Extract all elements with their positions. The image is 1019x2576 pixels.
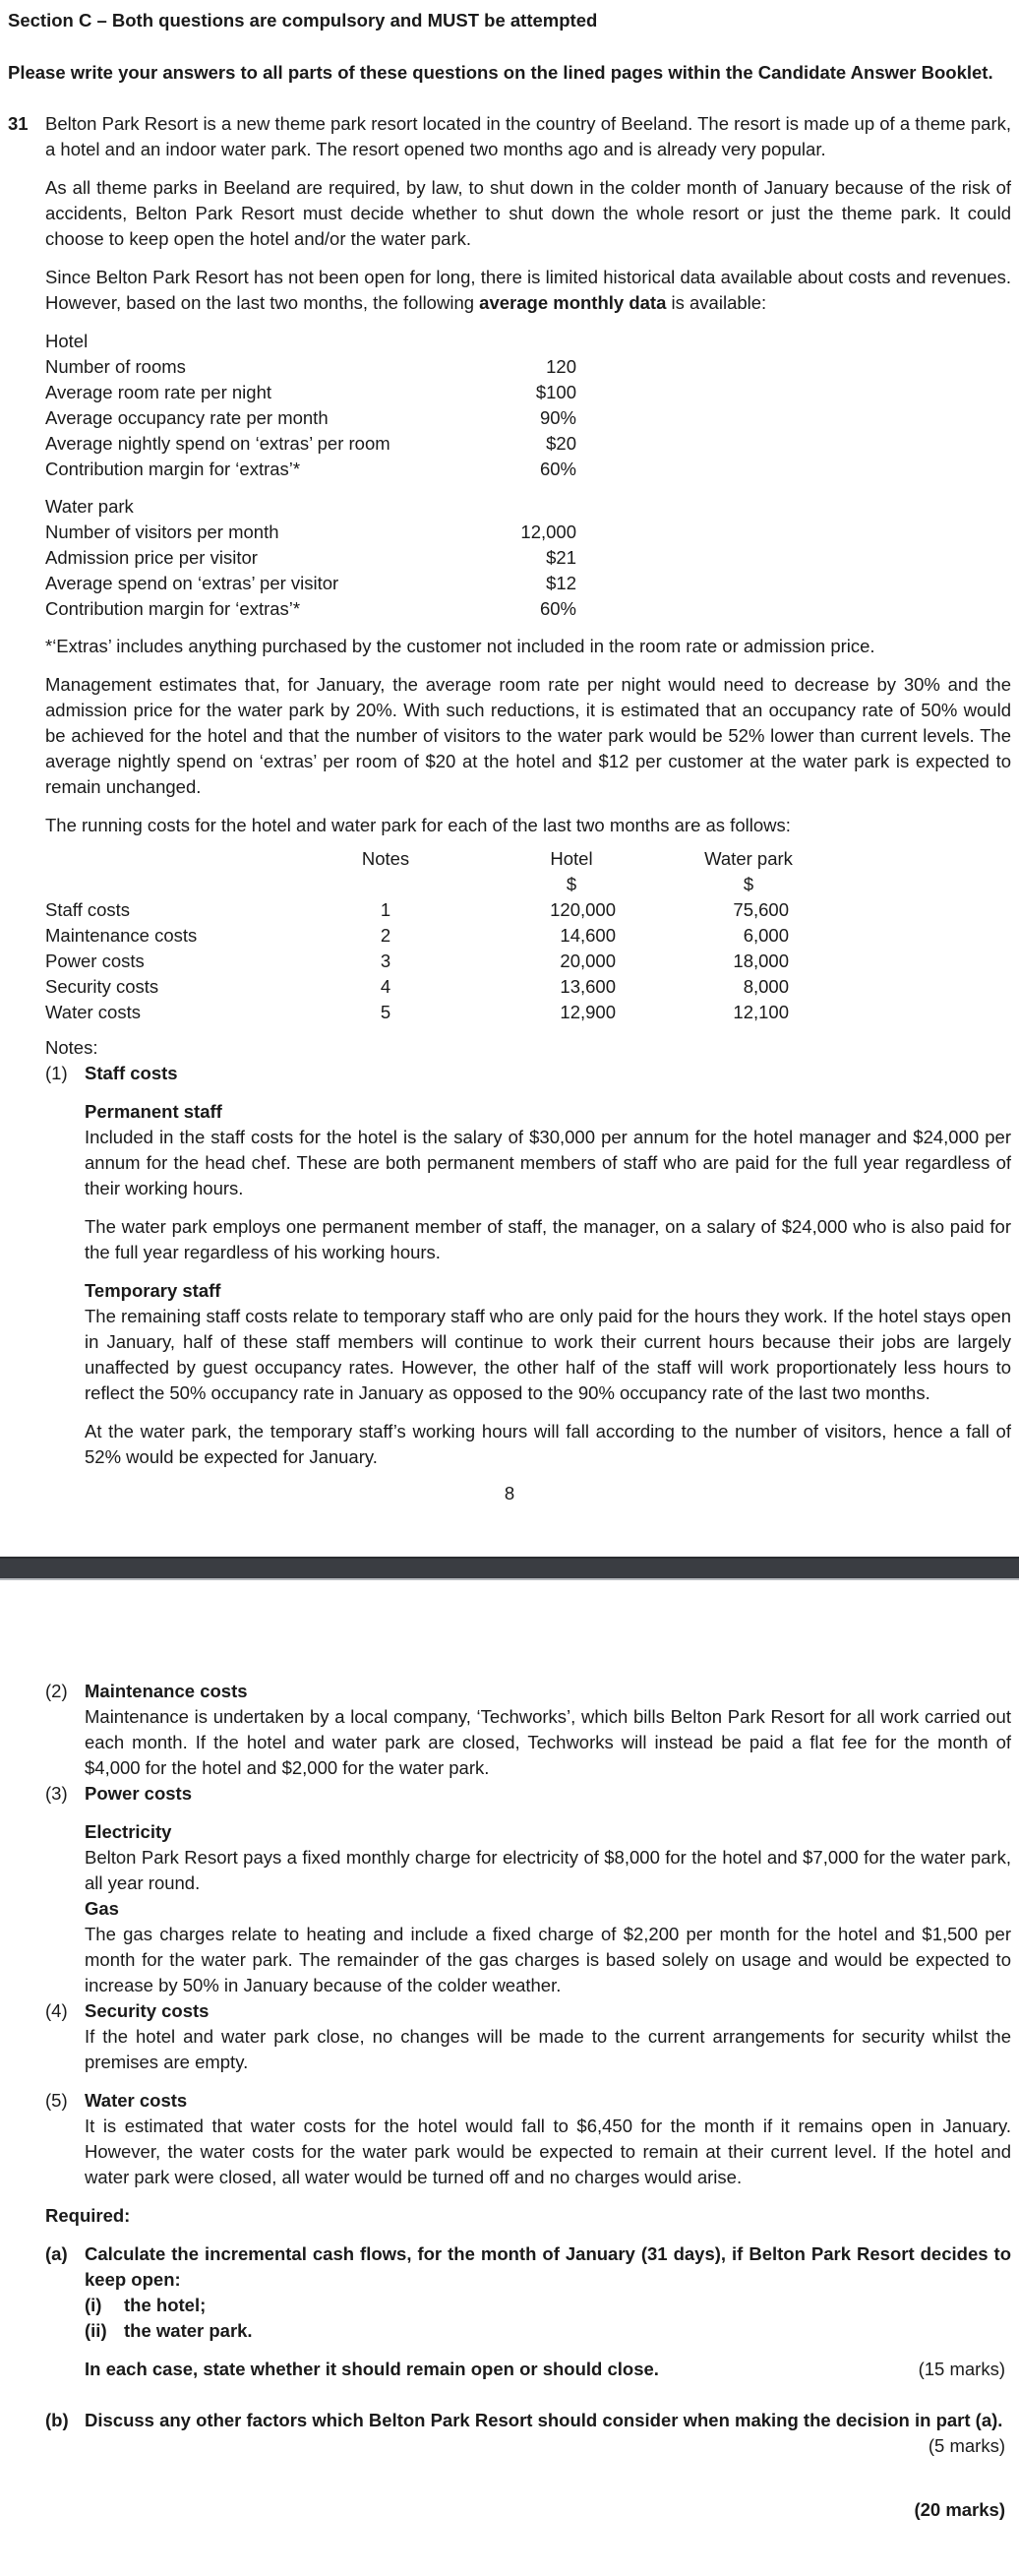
hotel-data-value: 90% — [539, 407, 576, 428]
note-3-number: (3) — [45, 1783, 68, 1804]
cost-label: Power costs — [45, 951, 145, 971]
intro-paragraph: Belton Park Resort is a new theme park resort located in the country of Beeland. The resort is made up of a theme park, a hotel and an indoor water park. The resort opened two months ago and is already very popular. — [45, 113, 1011, 159]
hotel-column-header: Hotel — [550, 848, 593, 869]
part-a-i-label: (i) — [85, 2295, 102, 2315]
waterpark-heading: Water park — [45, 496, 134, 517]
part-a-state-instruction: In each case, state whether it should remain open or should close. — [85, 2359, 659, 2379]
hotel-data-label: Contribution margin for ‘extras’* — [45, 459, 301, 479]
cost-row — [45, 949, 793, 974]
hotel-data-value: 60% — [539, 459, 576, 479]
cost-note-ref: 5 — [380, 1002, 391, 1022]
note-4-title: Security costs — [85, 2000, 210, 2021]
cost-row — [45, 923, 793, 949]
temporary-staff-text-1: The remaining staff costs relate to temporary staff who are only paid for the hours they work. If the hotel stays open in January, half of these staff members will continue to work their current hours because their jobs are largely unaffected by guest occupancy rates. However, the other half of the staff will work proportionately less hours to reflect the 50% occupancy rate in January as opposed to the 90% occupancy rate of the last two months. — [85, 1306, 1011, 1403]
waterpark-data-value: $12 — [546, 573, 576, 593]
cost-waterpark-value: 8,000 — [743, 976, 789, 997]
cost-table-units — [45, 872, 793, 897]
note-5-number: (5) — [45, 2090, 68, 2111]
note-2-title: Maintenance costs — [85, 1681, 248, 1701]
cost-note-ref: 2 — [380, 925, 391, 946]
january-estimates-paragraph: Management estimates that, for January, the average room rate per night would need to decrease by 30% and the admission price for the water park by 20%. With such reductions, it is estimated that an occupancy rate of 50% would be achieved for the hotel and that the number of visitors to the water park would be 52% lower than current levels. The average nightly spend on ‘extras’ per room of $20 at the hotel and $12 per customer at the water park is expected to remain unchanged. — [45, 674, 1011, 797]
cost-note-ref: 1 — [380, 899, 391, 920]
part-a-text: Calculate the incremental cash flows, for the month of January (31 days), if Belton Park Resort decides to keep open: — [85, 2243, 1011, 2290]
cost-hotel-value: 12,900 — [560, 1002, 616, 1022]
waterpark-data-label: Admission price per visitor — [45, 547, 258, 568]
part-b-label: (b) — [45, 2410, 69, 2430]
cost-hotel-value: 120,000 — [550, 899, 616, 920]
note-4-text: If the hotel and water park close, no changes will be made to the current arrangements for security whilst the premises are empty. — [85, 2026, 1011, 2072]
hotel-data-value: 120 — [546, 356, 576, 377]
waterpark-data-row — [45, 520, 576, 545]
note-1-number: (1) — [45, 1063, 68, 1083]
hotel-data-label: Average room rate per night — [45, 382, 272, 402]
waterpark-data-row — [45, 596, 576, 622]
cost-waterpark-value: 12,100 — [733, 1002, 789, 1022]
waterpark-data-value: 12,000 — [520, 521, 576, 542]
part-a-label: (a) — [45, 2243, 68, 2264]
cost-row — [45, 974, 793, 1000]
extras-footnote: *‘Extras’ includes anything purchased by the customer not included in the room rate or admission price. — [45, 636, 875, 656]
cost-waterpark-value: 75,600 — [733, 899, 789, 920]
notes-heading: Notes: — [45, 1037, 98, 1058]
waterpark-data-label: Number of visitors per month — [45, 521, 279, 542]
hotel-unit: $ — [566, 874, 577, 894]
cost-waterpark-value: 18,000 — [733, 951, 789, 971]
permanent-staff-text-1: Included in the staff costs for the hotel is the salary of $30,000 per annum for the hotel manager and $24,000 per annum for the head chef. These are both permanent members of staff who are paid for the full year regardless of their working hours. — [85, 1127, 1011, 1198]
hotel-data-value: $20 — [546, 433, 576, 454]
waterpark-data-value: $21 — [546, 547, 576, 568]
cost-table-header — [45, 846, 793, 872]
cost-note-ref: 3 — [380, 951, 391, 971]
total-marks: (20 marks) — [914, 2499, 1005, 2520]
part-b-text: Discuss any other factors which Belton Park Resort should consider when making the decision in part (a). — [85, 2410, 1003, 2430]
waterpark-data-row — [45, 545, 576, 571]
note-5-title: Water costs — [85, 2090, 188, 2111]
part-b-marks: (5 marks) — [928, 2435, 1005, 2456]
waterpark-data-row — [45, 571, 576, 596]
waterpark-unit: $ — [743, 874, 754, 894]
running-costs-intro: The running costs for the hotel and water park for each of the last two months are as follows: — [45, 815, 791, 835]
cost-label: Staff costs — [45, 899, 131, 920]
cost-hotel-value: 13,600 — [560, 976, 616, 997]
note-1-title: Staff costs — [85, 1063, 178, 1083]
cost-waterpark-value: 6,000 — [743, 925, 789, 946]
permanent-staff-text-2: The water park employs one permanent member of staff, the manager, on a salary of $24,000 who is also paid for the full year regardless of his working hours. — [85, 1216, 1011, 1262]
cost-hotel-value: 20,000 — [560, 951, 616, 971]
note-2-text: Maintenance is undertaken by a local company, ‘Techworks’, which bills Belton Park Resort for all work carried out each month. If the hotel and water park are closed, Techworks will instead be paid a flat fee for the month of $4,000 for the hotel and $2,000 for the water park. — [85, 1706, 1011, 1778]
notes-column-header: Notes — [361, 848, 410, 869]
waterpark-column-header: Water park — [704, 848, 793, 869]
electricity-text: Belton Park Resort pays a fixed monthly charge for electricity of $8,000 for the hotel and $7,000 for the water park, all year round. — [85, 1847, 1011, 1893]
required-heading: Required: — [45, 2205, 131, 2226]
waterpark-data-label: Average spend on ‘extras’ per visitor — [45, 573, 339, 593]
cost-hotel-value: 14,600 — [560, 925, 616, 946]
part-a-ii-text: the water park. — [124, 2320, 253, 2341]
cost-label: Water costs — [45, 1002, 141, 1022]
hotel-data-row — [45, 405, 576, 431]
part-a-i-text: the hotel; — [124, 2295, 207, 2315]
hotel-data-row — [45, 431, 576, 457]
cost-row — [45, 1000, 793, 1025]
answer-instruction: Please write your answers to all parts of these questions on the lined pages within the Candidate Answer Booklet. — [8, 62, 993, 83]
section-title: Section C – Both questions are compulsory and MUST be attempted — [8, 10, 598, 31]
hotel-heading: Hotel — [45, 331, 89, 351]
exam-page-2 — [0, 1580, 1019, 2576]
page-number: 8 — [504, 1483, 515, 1503]
waterpark-data-label: Contribution margin for ‘extras’* — [45, 598, 301, 619]
hotel-data-row — [45, 354, 576, 380]
waterpark-data-value: 60% — [539, 598, 576, 619]
permanent-staff-heading: Permanent staff — [85, 1101, 222, 1122]
part-a-ii-label: (ii) — [85, 2320, 107, 2341]
hotel-data-label: Number of rooms — [45, 356, 186, 377]
temporary-staff-text-2: At the water park, the temporary staff’s working hours will fall according to the number of visitors, hence a fall of 52% would be expected for January. — [85, 1421, 1011, 1467]
note-4-number: (4) — [45, 2000, 68, 2021]
note-5-text: It is estimated that water costs for the hotel would fall to $6,450 for the month if it remains open in January. However, the water costs for the water park would be expected to remain at their current level. If the hotel and water park were closed, all water would be turned off and no charges would arise. — [85, 2116, 1011, 2187]
cost-label: Security costs — [45, 976, 159, 997]
hotel-data-row — [45, 380, 576, 405]
note-3-title: Power costs — [85, 1783, 192, 1804]
data-intro-paragraph: Since Belton Park Resort has not been open for long, there is limited historical data available about costs and revenues. However, based on the last two months, the following average monthly data is available: — [45, 267, 1011, 313]
question-number: 31 — [8, 113, 29, 134]
hotel-data-row — [45, 457, 576, 482]
page-separator — [0, 1557, 1019, 1580]
cost-note-ref: 4 — [380, 976, 391, 997]
hotel-data-value: $100 — [535, 382, 576, 402]
part-a-marks: (15 marks) — [918, 2359, 1005, 2379]
temporary-staff-heading: Temporary staff — [85, 1280, 221, 1301]
hotel-data-label: Average occupancy rate per month — [45, 407, 329, 428]
gas-text: The gas charges relate to heating and include a fixed charge of $2,200 per month for the hotel and $1,500 per month for the water park. The remainder of the gas charges is based solely on usage and would be expected to increase by 50% in January because of the colder weather. — [85, 1924, 1011, 1995]
shutdown-paragraph: As all theme parks in Beeland are required, by law, to shut down in the colder month of January because of the risk of accidents, Belton Park Resort must decide whether to shut down the whole resort or just the theme park. It could choose to keep open the hotel and/or the water park. — [45, 177, 1011, 249]
cost-row — [45, 897, 793, 923]
hotel-data-label: Average nightly spend on ‘extras’ per room — [45, 433, 390, 454]
gas-heading: Gas — [85, 1898, 119, 1919]
note-2-number: (2) — [45, 1681, 68, 1701]
cost-label: Maintenance costs — [45, 925, 198, 946]
electricity-heading: Electricity — [85, 1821, 172, 1842]
